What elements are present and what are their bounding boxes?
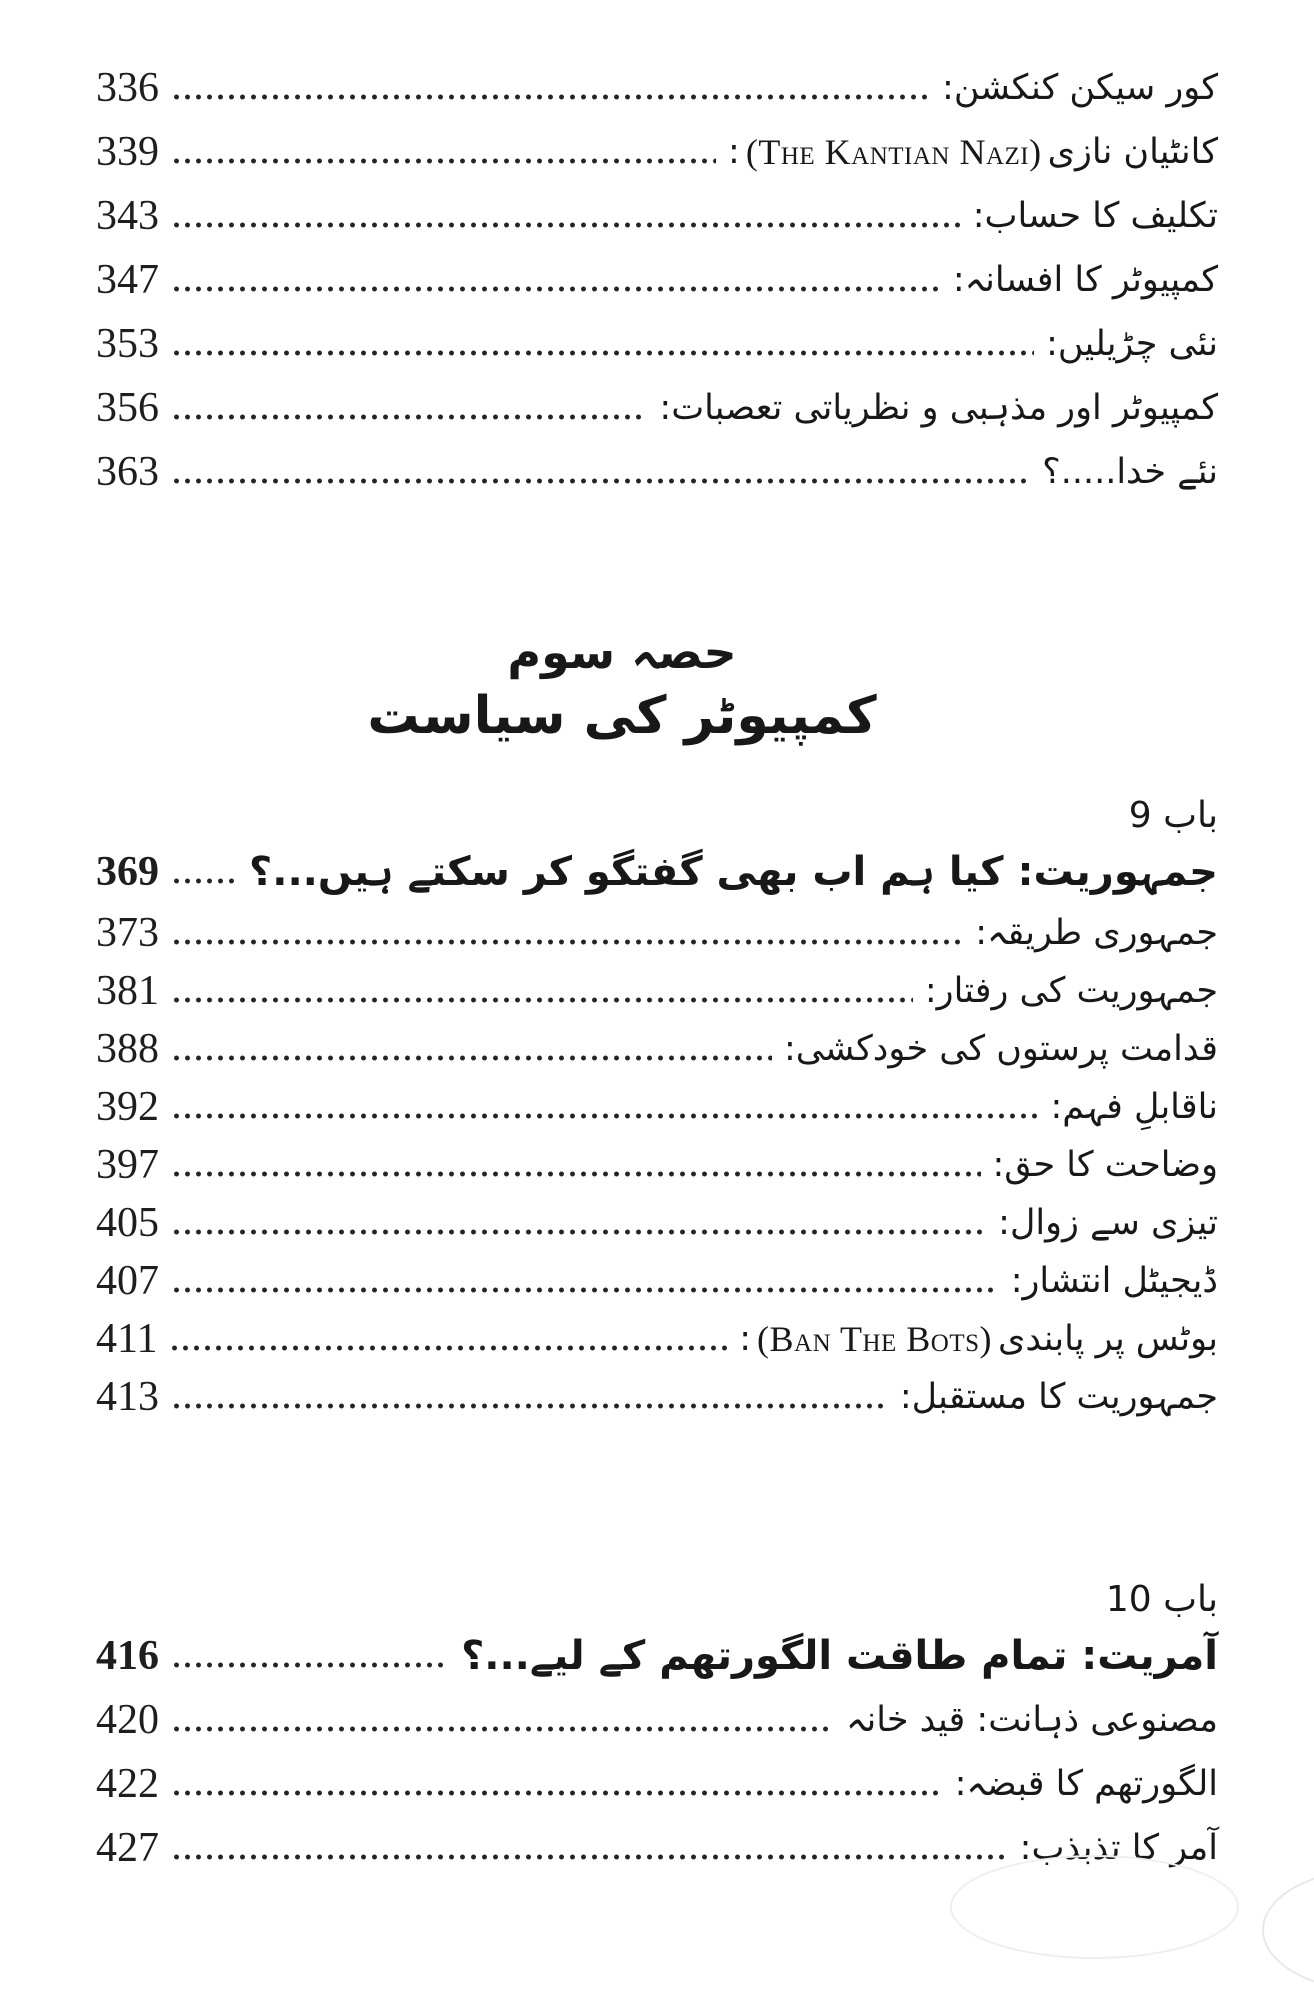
dot-leader [171,1402,888,1410]
toc-page-number: 411 [96,1316,158,1362]
toc-row [96,1688,1218,1752]
toc-row [96,1368,1218,1426]
dot-leader [171,877,237,885]
toc-entry-title: نئی چڑیلیں [1057,324,1218,364]
dot-leader [171,1170,981,1178]
dot-leader [171,157,716,165]
toc-entry-title: تکلیف کا حساب [984,196,1218,236]
toc-entry-title: نئے خدا.....؟ [1042,452,1218,492]
toc-row [96,904,1218,962]
toc-entry-title: جمہوریت کا مستقبل [911,1377,1218,1417]
toc-entry-title: ناقابلِ فہم [1062,1087,1218,1127]
toc-page-number: 356 [96,385,159,431]
dot-leader [171,349,1034,357]
toc-entry-title: قدامت پرستوں کی خودکشی [795,1029,1218,1069]
toc-entry-colon: : [952,260,965,300]
scan-artifact-arc [950,1855,1239,1959]
toc-row [96,1194,1218,1252]
toc-entry-colon: : [1010,1261,1023,1301]
dot-leader [171,996,913,1004]
dot-leader [171,1725,834,1733]
toc-row [96,376,1218,440]
toc-entry-title: تیزی سے زوال [1009,1203,1218,1243]
toc-page-number: 363 [96,449,159,495]
toc-page-number: 420 [96,1697,159,1743]
chapter-9-label: باب 9 [1128,795,1218,836]
dot-leader [171,1228,986,1236]
dot-leader [171,477,1030,485]
part-title-line1: حصہ سوم [507,625,737,679]
toc-entry-title: وضاحت کا حق [1004,1145,1218,1185]
toc-entry-colon: : [972,196,985,236]
toc-entry-colon: : [728,132,740,172]
toc-row [96,248,1218,312]
toc-entry-title: جمہوری طریقہ [986,913,1218,953]
toc-row [96,440,1218,504]
toc-page-number: 336 [96,65,159,111]
toc-row [96,1078,1218,1136]
toc-entry-latin-title: (Ban The Bots) [757,1319,993,1359]
chapter-10-page-number: 416 [96,1633,159,1679]
toc-row [96,312,1218,376]
part-header [61,622,1183,750]
toc-entry-colon: : [954,1764,967,1804]
dot-leader [171,221,961,229]
toc-page-number: 373 [96,910,159,956]
toc-page-number: 339 [96,129,159,175]
toc-entry-title: بوٹس پر پابندی [998,1319,1218,1359]
toc-page-number: 381 [96,968,159,1014]
dot-leader [171,1853,1008,1861]
toc-page-number: 353 [96,321,159,367]
dot-leader [171,93,930,101]
scan-artifact-arc [1262,1868,1314,1992]
toc-entry-colon: : [998,1203,1010,1243]
chapter-10-title-row [96,1624,1218,1688]
dot-leader [171,1054,772,1062]
toc-entry-colon: : [739,1319,752,1359]
toc-row [96,1252,1218,1310]
toc-entry-title: جمہوریت کی رفتار [936,971,1218,1011]
toc-entry-title: ڈیجیٹل انتشار [1022,1261,1218,1301]
toc-page-number: 405 [96,1200,159,1246]
chapter-10-section-list [96,1688,1218,1880]
toc-entry-title: الگورتھم کا قبضہ [966,1764,1218,1804]
chapter-9-title: جمہوریت: کیا ہم اب بھی گفتگو کر سکتے ہیں...؟ [249,849,1218,895]
toc-entry-title: کمپیوٹر اور مذہبی و نظریاتی تعصبات [671,388,1218,428]
chapter-9-section-list [96,904,1218,1426]
toc-page-number: 427 [96,1825,159,1871]
chapter-10-title: آمریت: تمام طاقت الگورتھم کے لیے...؟ [461,1633,1218,1679]
toc-page-number: 347 [96,257,159,303]
toc-row [96,184,1218,248]
chapter-9-title-row [96,840,1218,904]
toc-page-number: 413 [96,1374,159,1420]
dot-leader [171,1661,449,1669]
toc-entry-colon: : [924,971,937,1011]
toc-row [96,1020,1218,1078]
toc-entry-colon: : [975,913,987,953]
dot-leader [171,1112,1038,1120]
toc-entry-title: کانٹیان نازی [1047,132,1218,172]
toc-entry-title: آمر کا تذبذب [1031,1828,1218,1868]
toc-entry-colon: : [1046,324,1058,364]
toc-entry-colon: : [1019,1828,1032,1868]
toc-entry-title: کمپیوٹر کا افسانہ [964,260,1218,300]
dot-leader [171,1789,943,1797]
dot-leader [169,1344,727,1352]
toc-entry-colon: : [659,388,672,428]
dot-leader [171,413,647,421]
part-title-line2: کمپیوٹر کی سیاست [367,686,877,746]
toc-top-list [96,56,1218,504]
chapter-10-label: باب 10 [1105,1579,1218,1620]
toc-entry-title: کور سیکن کنکشن [953,68,1218,108]
toc-entry-colon: : [942,68,954,108]
toc-row [96,120,1218,184]
toc-page-number: 388 [96,1026,159,1072]
toc-page-number: 397 [96,1142,159,1188]
toc-page-number: 407 [96,1258,159,1304]
toc-page-number: 422 [96,1761,159,1807]
toc-entry-colon: : [1050,1087,1063,1127]
toc-row [96,1136,1218,1194]
dot-leader [171,1286,999,1294]
dot-leader [171,285,941,293]
toc-row [96,1752,1218,1816]
toc-row [96,962,1218,1020]
toc-entry-colon: : [899,1377,912,1417]
toc-page-number: 343 [96,193,159,239]
toc-row [96,56,1218,120]
toc-row [96,1310,1218,1368]
toc-entry-colon: : [783,1029,796,1069]
toc-entry-colon: : [992,1145,1005,1185]
dot-leader [171,938,963,946]
toc-entry-latin-title: (The Kantian Nazi) [745,132,1042,172]
toc-entry-title: مصنوعی ذہانت: قید خانہ [845,1700,1218,1740]
chapter-9-page-number: 369 [96,849,159,895]
toc-page-number: 392 [96,1084,159,1130]
